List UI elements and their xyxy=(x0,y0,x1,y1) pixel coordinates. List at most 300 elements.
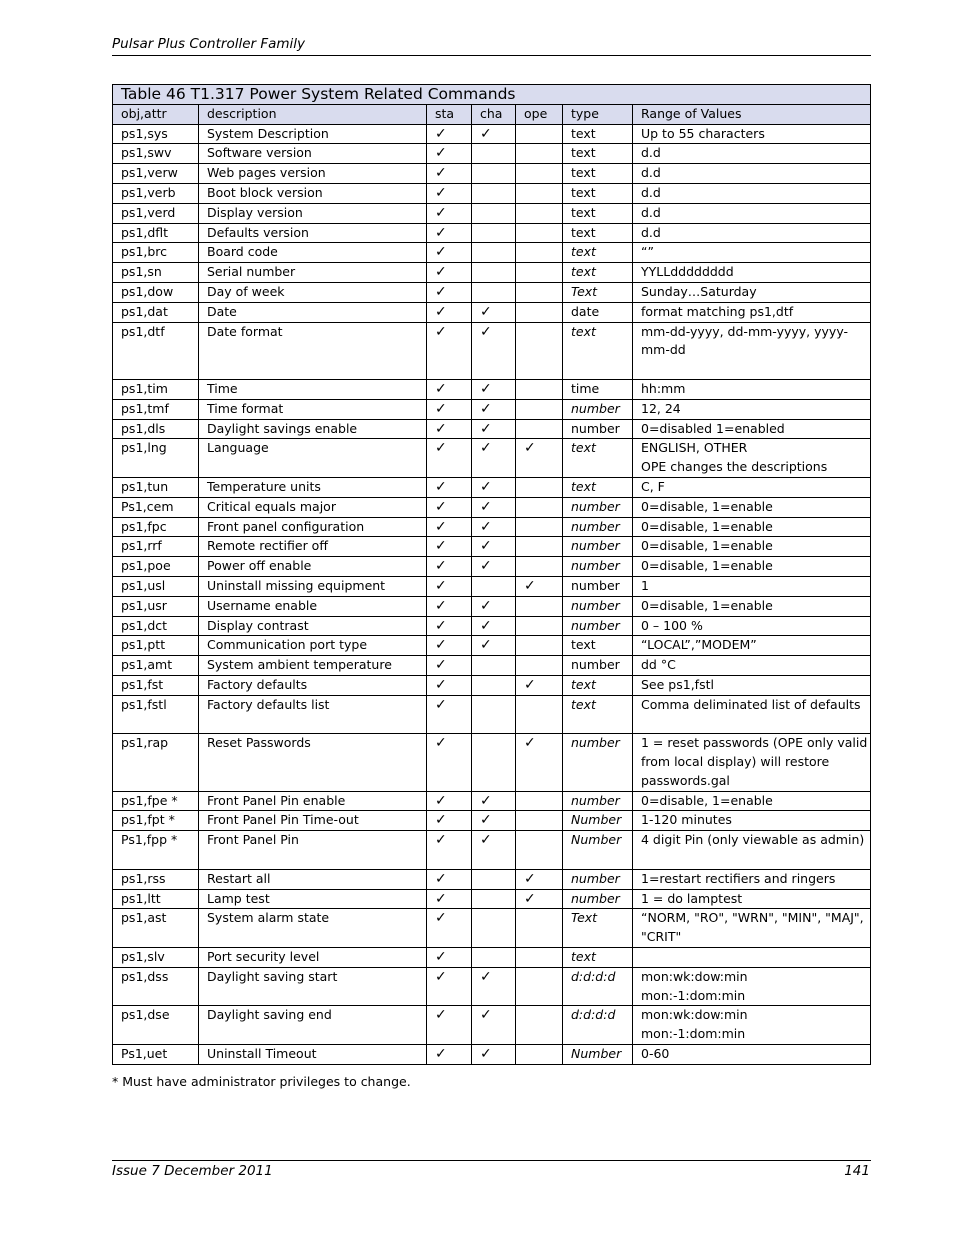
cell-ope xyxy=(516,948,563,968)
cell-cha xyxy=(472,734,516,791)
cell-description: Daylight savings enable xyxy=(199,419,427,439)
check-icon: ✓ xyxy=(435,577,447,594)
cell-type: number xyxy=(563,791,633,811)
cell-ope xyxy=(516,282,563,302)
cell-type: text xyxy=(563,183,633,203)
cell-ope xyxy=(516,811,563,831)
check-icon: ✓ xyxy=(435,518,447,535)
cell-ope xyxy=(516,557,563,577)
cell-description: Critical equals major xyxy=(199,497,427,517)
cell-sta xyxy=(427,948,472,968)
cell-description: Date format xyxy=(199,322,427,379)
cell-obj: ps1,rss xyxy=(113,869,199,889)
cell-description: Factory defaults list xyxy=(199,695,427,734)
cell-obj: ps1,ast xyxy=(113,909,199,948)
cell-cha xyxy=(472,497,516,517)
cell-cha xyxy=(472,517,516,537)
cell-sta xyxy=(427,419,472,439)
cell-obj: Ps1,cem xyxy=(113,497,199,517)
cell-description: Communication port type xyxy=(199,636,427,656)
table-row xyxy=(113,1045,871,1065)
check-icon: ✓ xyxy=(435,597,447,614)
check-icon: ✓ xyxy=(480,832,492,849)
cell-ope xyxy=(516,537,563,557)
cell-sta xyxy=(427,734,472,791)
cell-description: Display contrast xyxy=(199,616,427,636)
cell-sta xyxy=(427,439,472,478)
cell-range xyxy=(633,889,871,909)
cell-range xyxy=(633,477,871,497)
range-text: 0=disable, 1=enable xyxy=(641,518,773,534)
table-row xyxy=(113,616,871,636)
cell-ope xyxy=(516,263,563,283)
check-icon: ✓ xyxy=(435,657,447,674)
cell-sta xyxy=(427,656,472,676)
cell-range xyxy=(633,203,871,223)
check-icon: ✓ xyxy=(480,1007,492,1024)
check-icon: ✓ xyxy=(435,303,447,320)
cell-type: text xyxy=(563,675,633,695)
table-header-row xyxy=(113,104,871,124)
table-row xyxy=(113,889,871,909)
cell-obj: ps1,amt xyxy=(113,656,199,676)
check-icon: ✓ xyxy=(480,440,492,457)
range-text: “LOCAL”,”MODEM” xyxy=(641,637,757,653)
cell-description: Power off enable xyxy=(199,557,427,577)
cell-type: number xyxy=(563,889,633,909)
check-icon: ✓ xyxy=(435,204,447,221)
table-row xyxy=(113,909,871,948)
cell-ope xyxy=(516,144,563,164)
cell-range xyxy=(633,419,871,439)
check-icon: ✓ xyxy=(435,224,447,241)
cell-description: Port security level xyxy=(199,948,427,968)
cell-description: Lamp test xyxy=(199,889,427,909)
check-icon: ✓ xyxy=(435,538,447,555)
cell-obj: ps1,ptt xyxy=(113,636,199,656)
cell-type: number xyxy=(563,616,633,636)
check-icon: ✓ xyxy=(480,125,492,142)
cell-cha xyxy=(472,811,516,831)
cell-ope xyxy=(516,1045,563,1065)
cell-ope xyxy=(516,223,563,243)
check-icon: ✓ xyxy=(480,812,492,829)
check-icon: ✓ xyxy=(435,400,447,417)
cell-sta xyxy=(427,263,472,283)
cell-type: number xyxy=(563,576,633,596)
cell-cha xyxy=(472,322,516,379)
cell-range xyxy=(633,831,871,870)
cell-ope xyxy=(516,302,563,322)
cell-type: time xyxy=(563,379,633,399)
cell-type: date xyxy=(563,302,633,322)
cell-obj: ps1,fpt * xyxy=(113,811,199,831)
cell-sta xyxy=(427,497,472,517)
check-icon: ✓ xyxy=(480,558,492,575)
cell-cha xyxy=(472,948,516,968)
cell-cha xyxy=(472,616,516,636)
cell-range xyxy=(633,243,871,263)
cell-cha xyxy=(472,695,516,734)
cell-description: Remote rectifier off xyxy=(199,537,427,557)
cell-sta xyxy=(427,675,472,695)
range-text: YYLLdddddddd xyxy=(641,264,734,280)
cell-cha xyxy=(472,399,516,419)
cell-sta xyxy=(427,302,472,322)
check-icon: ✓ xyxy=(480,303,492,320)
range-text: 1=restart rectifiers and ringers xyxy=(641,870,836,886)
cell-sta xyxy=(427,831,472,870)
cell-obj: ps1,dow xyxy=(113,282,199,302)
range-text: “” xyxy=(641,244,654,260)
table-row xyxy=(113,223,871,243)
check-icon: ✓ xyxy=(435,558,447,575)
table-row xyxy=(113,596,871,616)
cell-obj: ps1,rap xyxy=(113,734,199,791)
range-text: 12, 24 xyxy=(641,400,681,416)
cell-range xyxy=(633,379,871,399)
cell-obj: ps1,ltt xyxy=(113,889,199,909)
range-text: 1 = do lamptest xyxy=(641,890,743,906)
cell-range xyxy=(633,322,871,379)
cell-ope xyxy=(516,616,563,636)
cell-type: text xyxy=(563,243,633,263)
table-row xyxy=(113,537,871,557)
cell-sta xyxy=(427,557,472,577)
cell-ope xyxy=(516,695,563,734)
range-text: d.d xyxy=(641,224,661,240)
check-icon: ✓ xyxy=(480,478,492,495)
cell-cha xyxy=(472,282,516,302)
cell-sta xyxy=(427,909,472,948)
cell-range xyxy=(633,734,871,791)
cell-type: number xyxy=(563,399,633,419)
cell-range xyxy=(633,223,871,243)
cell-range xyxy=(633,811,871,831)
cell-type: text xyxy=(563,164,633,184)
cell-obj: ps1,dse xyxy=(113,1006,199,1045)
cell-range xyxy=(633,302,871,322)
check-icon: ✓ xyxy=(524,577,536,594)
check-icon: ✓ xyxy=(480,637,492,654)
cell-description: Time xyxy=(199,379,427,399)
cell-obj: Ps1,fpp * xyxy=(113,831,199,870)
cell-sta xyxy=(427,1006,472,1045)
cell-cha xyxy=(472,791,516,811)
table-row xyxy=(113,477,871,497)
cell-cha xyxy=(472,183,516,203)
cell-sta xyxy=(427,517,472,537)
check-icon: ✓ xyxy=(435,812,447,829)
cell-type: text xyxy=(563,695,633,734)
cell-type: text xyxy=(563,144,633,164)
range-text: d.d xyxy=(641,184,661,200)
cell-range xyxy=(633,144,871,164)
check-icon: ✓ xyxy=(524,735,536,752)
range-text: mon:wk:dow:min xyxy=(641,968,748,984)
check-icon: ✓ xyxy=(435,870,447,887)
table-row xyxy=(113,302,871,322)
cell-obj: ps1,dat xyxy=(113,302,199,322)
cell-description: Date xyxy=(199,302,427,322)
cell-type: number xyxy=(563,517,633,537)
cell-range xyxy=(633,636,871,656)
cell-sta xyxy=(427,811,472,831)
col-header-cha: cha xyxy=(472,104,516,124)
cell-range xyxy=(633,909,871,948)
range-text: 0=disable, 1=enable xyxy=(641,498,773,514)
table-row xyxy=(113,576,871,596)
cell-description: System alarm state xyxy=(199,909,427,948)
cell-description: Front panel configuration xyxy=(199,517,427,537)
cell-obj: ps1,usr xyxy=(113,596,199,616)
check-icon: ✓ xyxy=(480,498,492,515)
table-row xyxy=(113,399,871,419)
cell-type: text xyxy=(563,636,633,656)
range-text: Comma deliminated list of defaults xyxy=(641,696,861,712)
range-text: ENGLISH, OTHER xyxy=(641,440,748,456)
cell-obj: ps1,verw xyxy=(113,164,199,184)
cell-type: number xyxy=(563,497,633,517)
table-row xyxy=(113,263,871,283)
cell-range xyxy=(633,616,871,636)
header-rule xyxy=(112,55,871,56)
table-caption: Table 46 T1.317 Power System Related Commands xyxy=(113,85,871,105)
check-icon: ✓ xyxy=(435,637,447,654)
cell-type: number xyxy=(563,734,633,791)
cell-sta xyxy=(427,695,472,734)
range-text: dd °C xyxy=(641,657,676,673)
cell-range xyxy=(633,1045,871,1065)
range-text-secondary: mon:-1:dom:min xyxy=(641,987,746,1003)
cell-sta xyxy=(427,282,472,302)
table-row xyxy=(113,379,871,399)
cell-cha xyxy=(472,831,516,870)
check-icon: ✓ xyxy=(435,949,447,966)
cell-ope xyxy=(516,791,563,811)
cell-cha xyxy=(472,243,516,263)
table-row xyxy=(113,144,871,164)
running-header: Pulsar Plus Controller Family xyxy=(112,36,306,52)
cell-sta xyxy=(427,399,472,419)
cell-sta xyxy=(427,537,472,557)
range-text: mm-dd-yyyy, dd-mm-yyyy, yyyy-mm-dd xyxy=(641,323,849,358)
cell-range xyxy=(633,183,871,203)
range-text: 4 digit Pin (only viewable as admin) xyxy=(641,832,865,848)
range-text: format matching ps1,dtf xyxy=(641,303,794,319)
cell-cha xyxy=(472,263,516,283)
cell-obj: ps1,swv xyxy=(113,144,199,164)
cell-cha xyxy=(472,537,516,557)
cell-cha xyxy=(472,144,516,164)
check-icon: ✓ xyxy=(435,380,447,397)
cell-description: Boot block version xyxy=(199,183,427,203)
range-text: 0-60 xyxy=(641,1046,670,1062)
table-row xyxy=(113,1006,871,1045)
cell-sta xyxy=(427,636,472,656)
cell-type: text xyxy=(563,439,633,478)
cell-cha xyxy=(472,419,516,439)
check-icon: ✓ xyxy=(435,676,447,693)
check-icon: ✓ xyxy=(480,597,492,614)
cell-ope xyxy=(516,576,563,596)
check-icon: ✓ xyxy=(435,617,447,634)
check-icon: ✓ xyxy=(524,676,536,693)
table-row xyxy=(113,967,871,1006)
cell-description: Defaults version xyxy=(199,223,427,243)
cell-type: d:d:d:d xyxy=(563,967,633,1006)
cell-sta xyxy=(427,889,472,909)
check-icon: ✓ xyxy=(435,890,447,907)
check-icon: ✓ xyxy=(435,283,447,300)
check-icon: ✓ xyxy=(435,440,447,457)
check-icon: ✓ xyxy=(480,538,492,555)
range-text-secondary: mon:-1:dom:min xyxy=(641,1026,746,1042)
cell-description: Language xyxy=(199,439,427,478)
check-icon: ✓ xyxy=(480,518,492,535)
cell-ope xyxy=(516,164,563,184)
cell-cha xyxy=(472,223,516,243)
cell-description: Front Panel Pin Time-out xyxy=(199,811,427,831)
cell-description: Username enable xyxy=(199,596,427,616)
cell-cha xyxy=(472,1006,516,1045)
cell-type: text xyxy=(563,263,633,283)
cell-sta xyxy=(427,869,472,889)
cell-type: text xyxy=(563,948,633,968)
commands-table xyxy=(112,84,871,1065)
cell-ope xyxy=(516,497,563,517)
col-header-type: type xyxy=(563,104,633,124)
cell-ope xyxy=(516,419,563,439)
cell-sta xyxy=(427,322,472,379)
range-text: d.d xyxy=(641,165,661,181)
cell-range xyxy=(633,164,871,184)
check-icon: ✓ xyxy=(524,440,536,457)
check-icon: ✓ xyxy=(435,832,447,849)
cell-type: d:d:d:d xyxy=(563,1006,633,1045)
cell-range xyxy=(633,497,871,517)
cell-ope xyxy=(516,869,563,889)
cell-type: Text xyxy=(563,282,633,302)
cell-obj: ps1,sn xyxy=(113,263,199,283)
col-header-ope: ope xyxy=(516,104,563,124)
range-text: Sunday…Saturday xyxy=(641,283,757,299)
table-row xyxy=(113,164,871,184)
cell-range xyxy=(633,399,871,419)
cell-range xyxy=(633,576,871,596)
cell-range xyxy=(633,124,871,144)
cell-range xyxy=(633,695,871,734)
table-row xyxy=(113,811,871,831)
table-row xyxy=(113,791,871,811)
cell-cha xyxy=(472,164,516,184)
range-text: d.d xyxy=(641,204,661,220)
cell-description: Restart all xyxy=(199,869,427,889)
cell-sta xyxy=(427,596,472,616)
cell-type: number xyxy=(563,537,633,557)
check-icon: ✓ xyxy=(435,1007,447,1024)
cell-cha xyxy=(472,439,516,478)
cell-description: Daylight saving start xyxy=(199,967,427,1006)
table-body xyxy=(113,124,871,1064)
range-text: mon:wk:dow:min xyxy=(641,1007,748,1023)
cell-description: Front Panel Pin xyxy=(199,831,427,870)
cell-type: number xyxy=(563,869,633,889)
range-text: d.d xyxy=(641,145,661,161)
cell-obj: ps1,verd xyxy=(113,203,199,223)
table-row xyxy=(113,203,871,223)
cell-sta xyxy=(427,616,472,636)
range-text: “NORM, "RO", "WRN", "MIN", "MAJ", "CRIT" xyxy=(641,910,864,945)
table-row xyxy=(113,869,871,889)
cell-range xyxy=(633,439,871,478)
check-icon: ✓ xyxy=(435,125,447,142)
cell-description: Day of week xyxy=(199,282,427,302)
table-row xyxy=(113,243,871,263)
check-icon: ✓ xyxy=(480,323,492,340)
cell-description: Board code xyxy=(199,243,427,263)
check-icon: ✓ xyxy=(524,870,536,887)
cell-range xyxy=(633,596,871,616)
cell-cha xyxy=(472,379,516,399)
cell-type: number xyxy=(563,656,633,676)
footnote: * Must have administrator privileges to change. xyxy=(112,1074,411,1089)
cell-ope xyxy=(516,399,563,419)
cell-range xyxy=(633,517,871,537)
cell-ope xyxy=(516,379,563,399)
cell-description: Uninstall missing equipment xyxy=(199,576,427,596)
col-header-range: Range of Values xyxy=(633,104,871,124)
table-row xyxy=(113,675,871,695)
cell-obj: ps1,usl xyxy=(113,576,199,596)
cell-sta xyxy=(427,223,472,243)
check-icon: ✓ xyxy=(435,478,447,495)
range-text: hh:mm xyxy=(641,380,686,396)
cell-sta xyxy=(427,967,472,1006)
cell-ope xyxy=(516,477,563,497)
cell-obj: ps1,fstl xyxy=(113,695,199,734)
cell-cha xyxy=(472,869,516,889)
range-text: C, F xyxy=(641,478,665,494)
cell-type: text xyxy=(563,322,633,379)
range-text: 1 xyxy=(641,577,649,593)
cell-ope xyxy=(516,909,563,948)
table-row xyxy=(113,439,871,478)
check-icon: ✓ xyxy=(435,244,447,261)
cell-type: text xyxy=(563,477,633,497)
cell-cha xyxy=(472,909,516,948)
cell-range xyxy=(633,263,871,283)
cell-sta xyxy=(427,477,472,497)
range-text: Up to 55 characters xyxy=(641,125,765,141)
range-text: See ps1,fstl xyxy=(641,676,714,692)
cell-sta xyxy=(427,124,472,144)
check-icon: ✓ xyxy=(480,380,492,397)
table-row xyxy=(113,734,871,791)
cell-range xyxy=(633,675,871,695)
table-row xyxy=(113,636,871,656)
cell-obj: ps1,poe xyxy=(113,557,199,577)
cell-sta xyxy=(427,144,472,164)
cell-cha xyxy=(472,967,516,1006)
cell-type: Number xyxy=(563,831,633,870)
cell-description: Display version xyxy=(199,203,427,223)
cell-cha xyxy=(472,576,516,596)
range-text: 0=disable, 1=enable xyxy=(641,538,773,554)
cell-type: Number xyxy=(563,1045,633,1065)
cell-type: number xyxy=(563,419,633,439)
cell-sta xyxy=(427,203,472,223)
